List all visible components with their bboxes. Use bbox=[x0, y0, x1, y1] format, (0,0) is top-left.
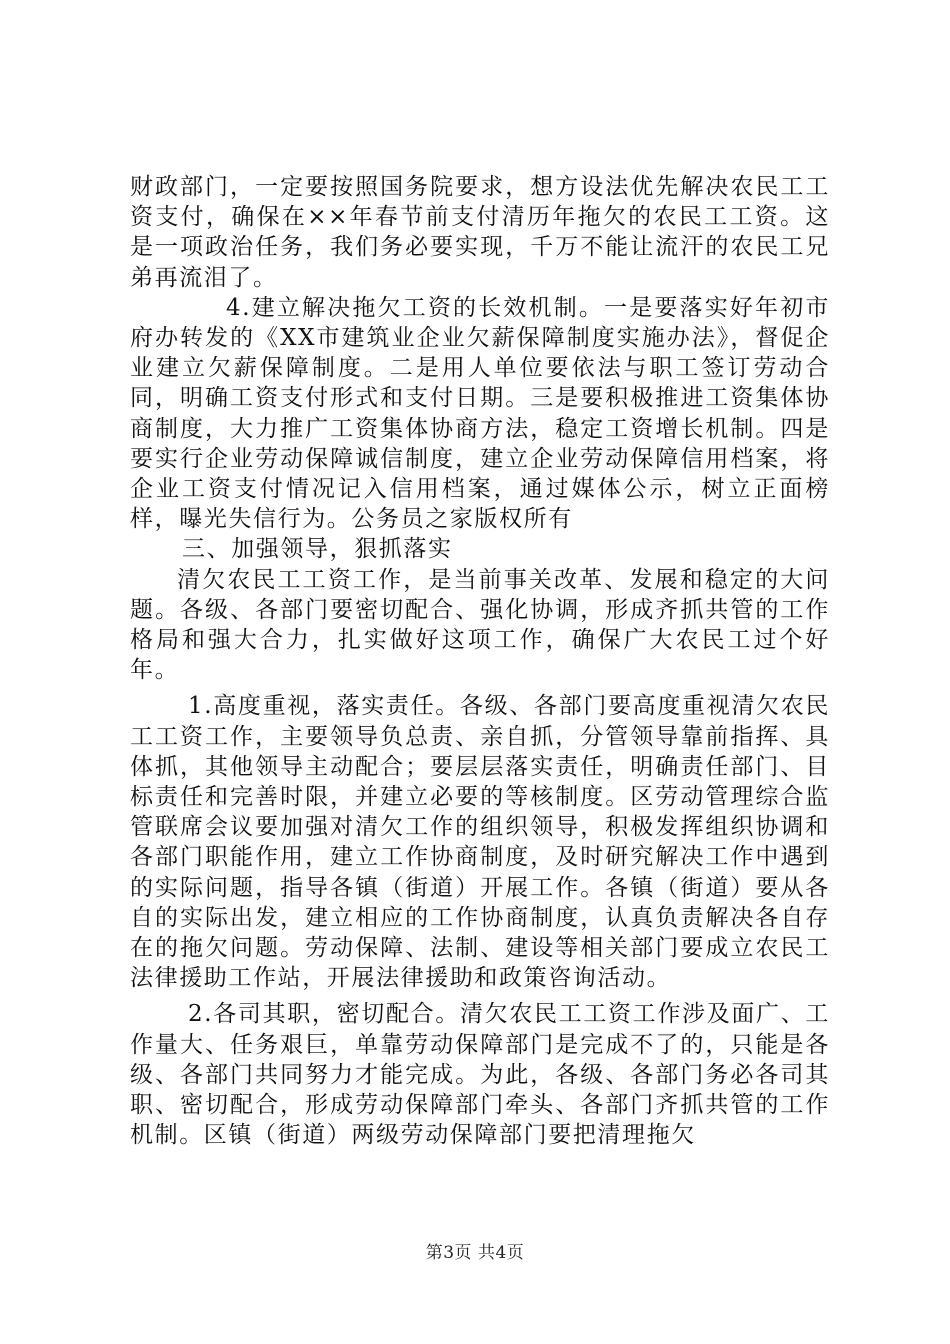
document-body bbox=[130, 172, 830, 1151]
paragraph-continuation: 财政部门，一定要按照国务院要求，想方设法优先解决农民工工资支付，确保在××年春节前支付清历年拖欠的农民工工资。这是一项政治任务，我们务必要实现，千万不能让流汗的农民工兄弟再流泪了。 bbox=[130, 174, 830, 291]
paragraph-item-1: 1.高度重视，落实责任。各级、各部门要高度重视清欠农民工工资工作，主要领导负总责、亲自抓，分管领导靠前指挥、具体抓，其他领导主动配合；要层层落实责任，明确责任部门、目标责任和完善时限，并建立必要的等核制度。区劳动管理综合监管联席会议要加强对清欠工作的组织领导，积极发挥组织协调和各部门职能作用，建立工作协商制度，及时研究解决工作中遇到的实际问题，指导各镇（街道）开展工作。各镇（街道）要从各自的实际出发，建立相应的工作协商制度，认真负责解决各自存在的拖欠问题。劳动保障、法制、建设等相关部门要成立农民工法律援助工作站，开展法律援助和政策咨询活动。 bbox=[130, 693, 830, 992]
page-footer: 第3页 共4页 bbox=[425, 1243, 525, 1263]
section-heading-3: 三、加强领导，狠抓落实 bbox=[182, 536, 453, 563]
paragraph-section-intro: 清欠农民工工资工作，是当前事关改革、发展和稳定的大问题。各级、各部门要密切配合、强化协调，形成齐抓共管的工作格局和强大合力，扎实做好这项工作，确保广大农民工过个好年。 bbox=[130, 566, 830, 684]
paragraph-item-4: 4.建立解决拖欠工资的长效机制。一是要落实好年初市府办转发的《XX市建筑业企业欠薪保障制度实施办法》，督促企业建立欠薪保障制度。二是用人单位要依法与职工签订劳动合同，明确工资支付形式和支付日期。三是要积极推进工资集体协商制度，大力推广工资集体协商方法，稳定工资增长机制。四是要实行企业劳动保障诚信制度，建立企业劳动保障信用档案，将企业工资支付情况记入信用档案，通过媒体公示，树立正面榜样，曝光失信行为。公务员之家版权所有 bbox=[130, 294, 830, 533]
paragraph-item-2: 2.各司其职，密切配合。清欠农民工工资工作涉及面广、工作量大、任务艰巨，单靠劳动保障部门是完成不了的，只能是各级、各部门共同努力才能完成。为此，各级、各部门务必各司其职、密切配合，形成劳动保障部门牵头、各部门齐抓共管的工作机制。区镇（街道）两级劳动保障部门要把清理拖欠 bbox=[130, 1001, 830, 1149]
